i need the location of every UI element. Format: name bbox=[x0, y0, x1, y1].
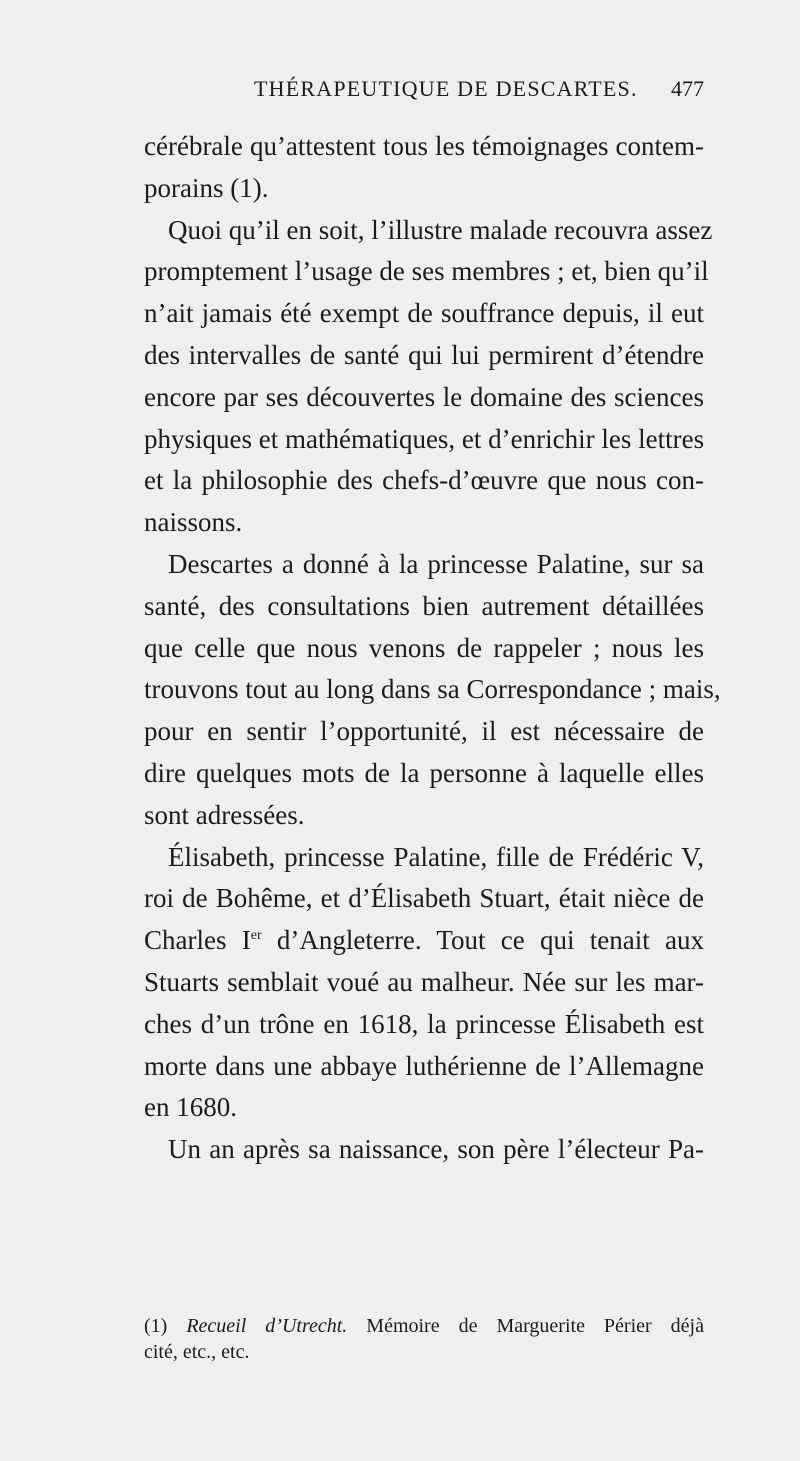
text-line: cérébrale qu’attestent tous les témoignages contem- bbox=[144, 131, 704, 161]
footnote-text: Mémoire de Marguerite Périer déjà bbox=[347, 1315, 704, 1337]
text-line: pour en sentir l’opportunité, il est nécessaire de bbox=[144, 716, 704, 747]
text-line: naissons. bbox=[144, 507, 243, 538]
text-line: des intervalles de santé qui lui permirent d’étendre bbox=[144, 339, 704, 370]
text-line: Stuarts semblait voué au malheur. Née sur les mar- bbox=[144, 966, 704, 997]
footnote-line bbox=[144, 1313, 704, 1339]
text-line: Élisabeth, princesse Palatine, fille de Frédéric V, bbox=[168, 841, 704, 872]
footnote-marker: (1) bbox=[144, 1315, 168, 1337]
text-line: morte dans une abbaye luthérienne de l’Allemagne bbox=[144, 1050, 704, 1081]
text-line: sont adressées. bbox=[144, 799, 305, 830]
text-line: trouvons tout au long dans sa Correspondance ; mais, bbox=[144, 674, 721, 705]
text-line: porains (1). bbox=[144, 172, 269, 203]
text-line: dire quelques mots de la personne à laquelle elles bbox=[144, 757, 704, 788]
text-line bbox=[144, 920, 704, 962]
page-header bbox=[144, 76, 704, 106]
footnote-source-title: Recueil d’Utrecht. bbox=[186, 1315, 348, 1337]
superscript: er bbox=[250, 928, 262, 944]
text-line: Un an après sa naissance, son père l’électeur Pa- bbox=[168, 1134, 704, 1165]
text-line: que celle que nous venons de rappeler ; nous les bbox=[144, 632, 704, 663]
text-fragment: d’Angleterre. Tout ce qui tenait aux bbox=[261, 925, 704, 956]
footnote-line: cité, etc., etc. bbox=[144, 1341, 250, 1363]
text-line: santé, des consultations bien autrement détaillées bbox=[144, 590, 704, 621]
text-line: en 1680. bbox=[144, 1092, 237, 1123]
body-text bbox=[144, 126, 721, 1171]
text-line: ches d’un trône en 1618, la princesse Élisabeth est bbox=[144, 1008, 704, 1039]
text-line: encore par ses découvertes le domaine des sciences bbox=[144, 381, 704, 412]
footnote bbox=[144, 1313, 704, 1365]
text-line: Quoi qu’il en soit, l’illustre malade recouvra assez bbox=[168, 214, 713, 245]
text-line: Descartes a donné à la princesse Palatine, sur sa bbox=[168, 548, 704, 579]
text-fragment: Charles I bbox=[144, 925, 251, 956]
text-line: physiques et mathématiques, et d’enrichir les lettres bbox=[144, 423, 705, 454]
running-title: THÉRAPEUTIQUE DE DESCARTES. bbox=[254, 76, 638, 101]
text-line: n’ait jamais été exempt de souffrance depuis, il eut bbox=[144, 298, 704, 329]
text-line: roi de Bohême, et d’Élisabeth Stuart, était nièce de bbox=[144, 883, 704, 914]
text-line: promptement l’usage de ses membres ; et, bien qu’il bbox=[144, 256, 709, 287]
text-line: et la philosophie des chefs-d’œuvre que nous con- bbox=[144, 465, 704, 496]
page-number: 477 bbox=[671, 76, 704, 101]
